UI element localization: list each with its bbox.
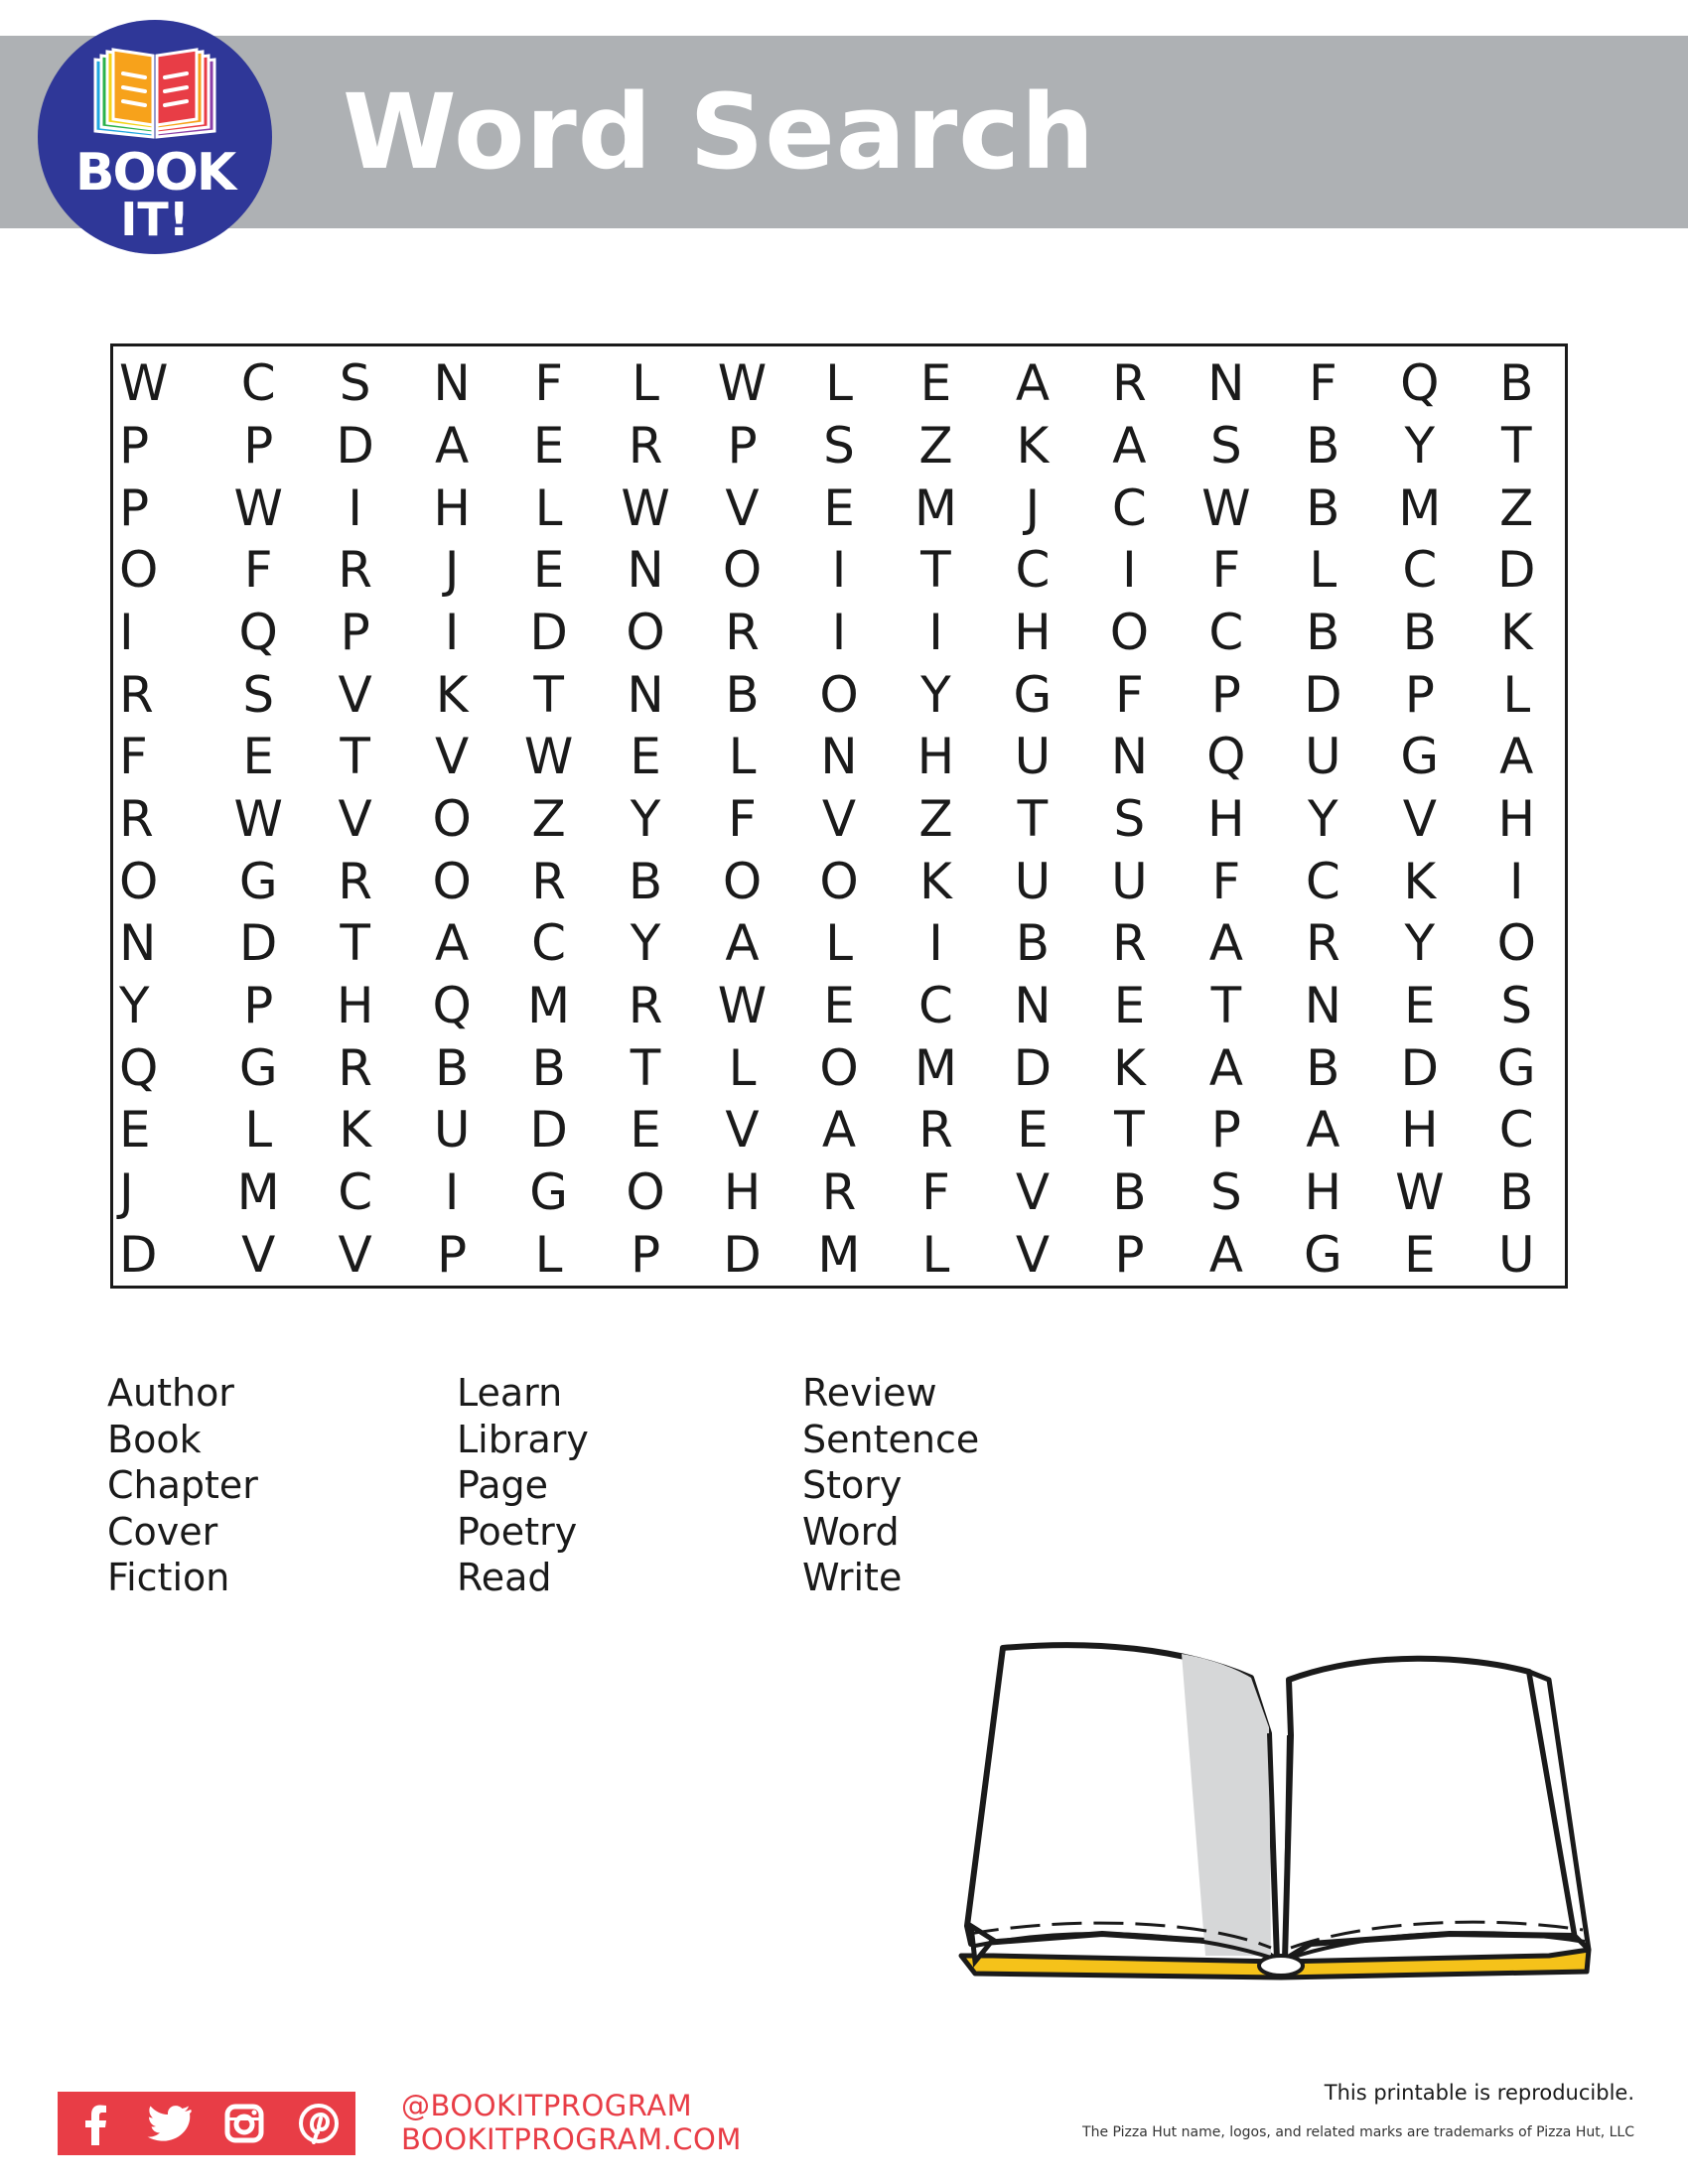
- grid-letter: L: [1309, 541, 1337, 600]
- grid-letter: Q: [1206, 728, 1246, 786]
- grid-letter: K: [339, 1101, 372, 1160]
- grid-letter: T: [533, 665, 564, 724]
- grid-letter: D: [529, 603, 568, 661]
- grid-letter: I: [928, 603, 943, 661]
- grid-letter: J: [1025, 478, 1041, 537]
- grid-letter: C: [531, 914, 567, 973]
- grid-letter: V: [725, 1101, 760, 1160]
- grid-letter: L: [244, 1101, 273, 1160]
- grid-letter: I: [831, 541, 847, 600]
- word-list-item: Sentence: [802, 1417, 980, 1461]
- grid-letter: R: [918, 1101, 953, 1160]
- grid-letter: C: [1208, 603, 1244, 661]
- grid-letter: O: [119, 541, 159, 600]
- word-list-item: Cover: [107, 1509, 218, 1554]
- grid-letter: P: [243, 976, 274, 1034]
- grid-letter: P: [1404, 665, 1435, 724]
- grid-letter: W: [717, 976, 768, 1034]
- grid-letter: B: [1306, 1038, 1340, 1097]
- grid-letter: Y: [1308, 789, 1338, 848]
- word-list-column-2: [457, 1370, 774, 1601]
- grid-letter: Q: [432, 976, 472, 1034]
- grid-letter: B: [725, 665, 760, 724]
- word-search-grid-frame: [110, 343, 1568, 1289]
- grid-letter: D: [1304, 665, 1342, 724]
- grid-letter: R: [1112, 354, 1147, 413]
- grid-letter: P: [1210, 1101, 1241, 1160]
- grid-letter: E: [823, 478, 855, 537]
- grid-letter: D: [723, 1225, 762, 1284]
- grid-letter: O: [432, 852, 472, 910]
- pinterest-icon[interactable]: [294, 2099, 344, 2148]
- grid-letter: W: [717, 354, 768, 413]
- grid-letter: N: [627, 665, 664, 724]
- grid-letter: H: [1014, 603, 1052, 661]
- grid-letter: C: [917, 976, 953, 1034]
- grid-letter: E: [630, 728, 661, 786]
- grid-letter: B: [1306, 416, 1340, 475]
- grid-letter: Z: [531, 789, 566, 848]
- grid-letter: A: [1208, 1225, 1243, 1284]
- grid-letter: V: [1015, 1225, 1051, 1284]
- grid-letter: W: [119, 354, 169, 413]
- twitter-icon[interactable]: [145, 2099, 195, 2148]
- grid-letter: H: [1497, 789, 1536, 848]
- grid-letter: B: [1499, 1162, 1534, 1221]
- grid-letter: G: [1013, 665, 1053, 724]
- grid-letter: R: [119, 789, 154, 848]
- grid-letter: R: [821, 1162, 857, 1221]
- grid-letter: P: [119, 478, 150, 537]
- grid-letter: U: [1497, 1225, 1535, 1284]
- grid-letter: M: [914, 1038, 958, 1097]
- grid-letter: O: [819, 1038, 859, 1097]
- grid-letter: Y: [1404, 914, 1436, 973]
- word-list-item: Poetry: [457, 1509, 578, 1554]
- grid-letter: F: [728, 789, 757, 848]
- grid-letter: N: [119, 914, 157, 973]
- grid-letter: Z: [918, 789, 953, 848]
- grid-letter: D: [1400, 1038, 1440, 1097]
- grid-letter: O: [722, 852, 763, 910]
- grid-letter: F: [1115, 665, 1144, 724]
- grid-letter: A: [1499, 728, 1534, 786]
- grid-letter: H: [916, 728, 955, 786]
- grid-letter: E: [1404, 976, 1436, 1034]
- grid-letter: M: [527, 976, 571, 1034]
- grid-letter: O: [819, 665, 859, 724]
- word-list-column-1: [107, 1370, 425, 1601]
- grid-letter: V: [338, 665, 372, 724]
- grid-letter: W: [233, 789, 283, 848]
- grid-letter: N: [1014, 976, 1052, 1034]
- word-list-item: Page: [457, 1463, 548, 1507]
- grid-letter: F: [1308, 354, 1337, 413]
- word-list-item: Fiction: [107, 1556, 230, 1599]
- grid-letter: D: [1497, 541, 1536, 600]
- grid-letter: Q: [119, 1038, 159, 1097]
- grid-letter: E: [532, 541, 565, 600]
- grid-letter: J: [119, 1162, 134, 1221]
- grid-letter: S: [1113, 789, 1146, 848]
- grid-letter: V: [725, 478, 760, 537]
- book-it-logo: [38, 20, 272, 254]
- grid-letter: K: [1499, 603, 1533, 661]
- social-handle[interactable]: @BOOKITPROGRAM: [401, 2089, 693, 2122]
- grid-letter: F: [921, 1162, 950, 1221]
- grid-letter: I: [928, 914, 943, 973]
- grid-letter: E: [1404, 1225, 1436, 1284]
- grid-letter: N: [1110, 728, 1149, 786]
- grid-letter: B: [1306, 478, 1340, 537]
- reproducible-note: This printable is reproducible.: [1324, 2081, 1634, 2105]
- grid-letter: I: [1508, 852, 1524, 910]
- grid-letter: S: [1209, 416, 1242, 475]
- grid-letter: H: [1400, 1101, 1439, 1160]
- word-list-item: Chapter: [107, 1463, 258, 1507]
- grid-letter: A: [1112, 416, 1147, 475]
- grid-letter: E: [119, 1101, 151, 1160]
- grid-letter: O: [1109, 603, 1150, 661]
- grid-letter: A: [725, 914, 760, 973]
- grid-letter: U: [1014, 728, 1052, 786]
- grid-letter: R: [338, 541, 373, 600]
- grid-letter: E: [532, 416, 565, 475]
- grid-letter: N: [433, 354, 471, 413]
- grid-letter: B: [434, 1038, 470, 1097]
- grid-letter: K: [919, 852, 952, 910]
- grid-letter: L: [728, 1038, 757, 1097]
- grid-letter: H: [1207, 789, 1245, 848]
- grid-letter: Y: [1404, 416, 1436, 475]
- grid-letter: E: [1017, 1101, 1049, 1160]
- word-list-item: Review: [802, 1371, 937, 1415]
- grid-letter: R: [628, 416, 663, 475]
- grid-letter: B: [1499, 354, 1534, 413]
- grid-letter: R: [531, 852, 566, 910]
- grid-letter: M: [817, 1225, 861, 1284]
- grid-letter: I: [119, 603, 134, 661]
- grid-letter: T: [340, 728, 370, 786]
- grid-letter: D: [529, 1101, 568, 1160]
- grid-letter: L: [728, 728, 757, 786]
- grid-letter: H: [1304, 1162, 1342, 1221]
- grid-letter: L: [632, 354, 659, 413]
- grid-letter: I: [831, 603, 847, 661]
- grid-letter: L: [825, 914, 853, 973]
- grid-letter: N: [1304, 976, 1342, 1034]
- grid-letter: P: [727, 416, 758, 475]
- grid-letter: E: [919, 354, 952, 413]
- grid-letter: M: [914, 478, 958, 537]
- grid-letter: B: [1112, 1162, 1147, 1221]
- grid-letter: K: [1016, 416, 1050, 475]
- grid-letter: D: [119, 1225, 158, 1284]
- grid-letter: N: [1207, 354, 1245, 413]
- grid-letter: I: [444, 603, 460, 661]
- logo-text-it: IT!: [120, 193, 190, 246]
- word-search-grid: [113, 352, 1565, 1286]
- grid-letter: D: [238, 914, 278, 973]
- grid-letter: G: [238, 852, 278, 910]
- grid-letter: R: [1305, 914, 1340, 973]
- grid-letter: O: [626, 603, 665, 661]
- grid-letter: V: [821, 789, 857, 848]
- grid-letter: W: [1201, 478, 1251, 537]
- grid-letter: A: [1208, 1038, 1243, 1097]
- grid-letter: O: [1496, 914, 1536, 973]
- grid-letter: R: [628, 976, 663, 1034]
- word-list-item: Book: [107, 1417, 202, 1461]
- grid-letter: G: [1496, 1038, 1536, 1097]
- grid-letter: C: [1498, 1101, 1534, 1160]
- grid-letter: Q: [1400, 354, 1440, 413]
- grid-letter: P: [1210, 665, 1241, 724]
- grid-letter: A: [1208, 914, 1243, 973]
- grid-letter: E: [242, 728, 274, 786]
- grid-letter: I: [348, 478, 363, 537]
- grid-letter: V: [1402, 789, 1437, 848]
- grid-letter: G: [1400, 728, 1440, 786]
- grid-letter: O: [819, 852, 859, 910]
- grid-letter: M: [236, 1162, 280, 1221]
- page-title: Word Search: [343, 71, 1095, 193]
- grid-letter: A: [1015, 354, 1051, 413]
- grid-letter: S: [1209, 1162, 1242, 1221]
- grid-letter: Y: [119, 976, 150, 1034]
- grid-letter: R: [725, 603, 760, 661]
- grid-letter: Y: [630, 789, 661, 848]
- grid-letter: N: [627, 541, 664, 600]
- grid-letter: U: [1111, 852, 1148, 910]
- grid-letter: D: [336, 416, 374, 475]
- grid-letter: C: [1305, 852, 1340, 910]
- grid-letter: Y: [630, 914, 661, 973]
- grid-letter: I: [444, 1162, 460, 1221]
- instagram-icon[interactable]: [219, 2099, 269, 2148]
- grid-letter: R: [1112, 914, 1147, 973]
- grid-letter: O: [722, 541, 763, 600]
- word-list-column-3: [802, 1370, 1120, 1601]
- grid-letter: V: [338, 1225, 372, 1284]
- grid-letter: B: [1015, 914, 1051, 973]
- grid-letter: P: [243, 416, 274, 475]
- grid-letter: P: [1114, 1225, 1145, 1284]
- grid-letter: S: [242, 665, 275, 724]
- grid-letter: G: [529, 1162, 568, 1221]
- grid-letter: A: [435, 914, 470, 973]
- grid-letter: K: [435, 665, 469, 724]
- grid-letter: U: [1014, 852, 1052, 910]
- grid-letter: F: [534, 354, 563, 413]
- grid-letter: L: [921, 1225, 950, 1284]
- grid-letter: S: [823, 416, 855, 475]
- open-book-illustration: [953, 1628, 1609, 2005]
- grid-letter: T: [340, 914, 370, 973]
- grid-letter: F: [1211, 541, 1241, 600]
- grid-letter: U: [1305, 728, 1341, 786]
- grid-letter: C: [1111, 478, 1147, 537]
- word-list-item: Story: [802, 1463, 903, 1507]
- grid-letter: T: [1017, 789, 1049, 848]
- grid-letter: P: [630, 1225, 661, 1284]
- grid-letter: Q: [238, 603, 278, 661]
- grid-letter: S: [339, 354, 371, 413]
- grid-letter: B: [628, 852, 663, 910]
- trademark-note: The Pizza Hut name, logos, and related marks are trademarks of Pizza Hut, LLC: [1082, 2124, 1634, 2140]
- grid-letter: P: [119, 416, 150, 475]
- grid-letter: R: [119, 665, 154, 724]
- logo-text-book: BOOK: [74, 143, 235, 203]
- grid-letter: W: [523, 728, 574, 786]
- grid-letter: J: [444, 541, 460, 600]
- grid-letter: U: [433, 1101, 471, 1160]
- grid-letter: S: [1500, 976, 1533, 1034]
- grid-letter: Z: [918, 416, 953, 475]
- grid-letter: P: [340, 603, 370, 661]
- grid-letter: F: [119, 728, 148, 786]
- word-list-item: Read: [457, 1556, 552, 1599]
- grid-letter: B: [1402, 603, 1437, 661]
- grid-letter: E: [630, 1101, 661, 1160]
- grid-letter: P: [437, 1225, 468, 1284]
- grid-letter: L: [825, 354, 853, 413]
- grid-letter: O: [432, 789, 472, 848]
- grid-letter: F: [243, 541, 273, 600]
- grid-letter: A: [821, 1101, 857, 1160]
- word-list-item: Word: [802, 1509, 900, 1554]
- grid-letter: V: [338, 789, 372, 848]
- website-link[interactable]: BOOKITPROGRAM.COM: [401, 2122, 742, 2156]
- grid-letter: W: [1395, 1162, 1445, 1221]
- word-list-item: Write: [802, 1556, 903, 1599]
- grid-letter: N: [820, 728, 858, 786]
- grid-letter: H: [433, 478, 471, 537]
- grid-letter: C: [1015, 541, 1051, 600]
- grid-letter: I: [1122, 541, 1137, 600]
- word-list-item: Learn: [457, 1371, 563, 1415]
- grid-letter: G: [1303, 1225, 1342, 1284]
- facebook-icon[interactable]: [70, 2099, 120, 2148]
- grid-letter: V: [241, 1225, 276, 1284]
- grid-letter: F: [1211, 852, 1241, 910]
- grid-letter: O: [119, 852, 159, 910]
- word-list-item: Library: [457, 1417, 589, 1461]
- grid-letter: T: [630, 1038, 661, 1097]
- social-icons-bar: [58, 2092, 355, 2155]
- grid-letter: M: [1398, 478, 1442, 537]
- grid-letter: C: [338, 1162, 373, 1221]
- grid-letter: B: [531, 1038, 566, 1097]
- grid-letter: T: [1500, 416, 1532, 475]
- grid-letter: A: [435, 416, 470, 475]
- grid-letter: T: [1114, 1101, 1145, 1160]
- grid-letter: D: [1013, 1038, 1053, 1097]
- grid-letter: E: [1113, 976, 1146, 1034]
- grid-letter: O: [626, 1162, 665, 1221]
- grid-letter: T: [1210, 976, 1242, 1034]
- word-list-item: Author: [107, 1371, 234, 1415]
- grid-letter: C: [240, 354, 276, 413]
- grid-letter: T: [920, 541, 951, 600]
- grid-letter: K: [1112, 1038, 1146, 1097]
- grid-letter: Y: [920, 665, 951, 724]
- grid-letter: L: [534, 1225, 563, 1284]
- grid-letter: W: [233, 478, 283, 537]
- grid-letter: W: [621, 478, 670, 537]
- grid-letter: R: [338, 1038, 373, 1097]
- grid-letter: G: [238, 1038, 278, 1097]
- grid-letter: K: [1403, 852, 1437, 910]
- grid-letter: H: [336, 976, 374, 1034]
- grid-letter: C: [1402, 541, 1438, 600]
- grid-letter: H: [723, 1162, 762, 1221]
- grid-letter: L: [1502, 665, 1531, 724]
- grid-letter: L: [534, 478, 563, 537]
- grid-letter: V: [435, 728, 470, 786]
- grid-letter: Z: [1499, 478, 1534, 537]
- grid-letter: V: [1015, 1162, 1051, 1221]
- grid-letter: B: [1306, 603, 1340, 661]
- grid-letter: R: [338, 852, 373, 910]
- grid-letter: E: [823, 976, 855, 1034]
- grid-letter: A: [1306, 1101, 1340, 1160]
